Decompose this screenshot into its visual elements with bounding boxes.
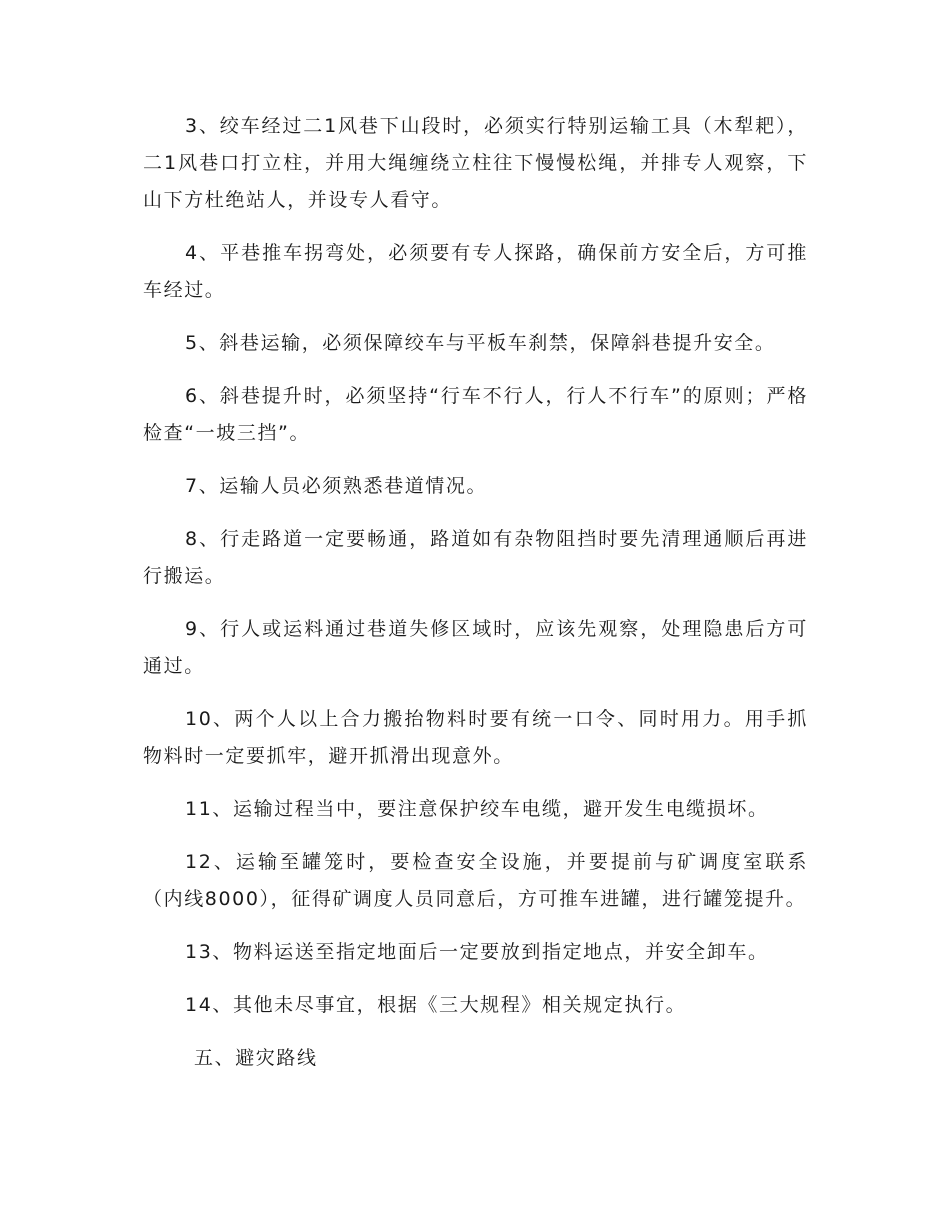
paragraph-item-6: 6、斜巷提升时，必须坚持“行车不行人，行人不行车”的原则；严格检查“一坡三挡”。 xyxy=(143,385,808,444)
paragraph-item-13: 13、物料运送至指定地面后一定要放到指定地点，并安全卸车。 xyxy=(185,941,769,963)
paragraph-item-9: 9、行人或运料通过巷道失修区域时，应该先观察，处理隐患后方可通过。 xyxy=(143,618,808,677)
paragraph-item-10: 10、两个人以上合力搬抬物料时要有统一口令、同时用力。用手抓物料时一定要抓牢，避开抓滑出现意外。 xyxy=(143,708,808,767)
paragraph-item-5: 5、斜巷运输，必须保障绞车与平板车刹禁，保障斜巷提升安全。 xyxy=(185,332,776,354)
paragraph-item-4: 4、平巷推车拐弯处，必须要有专人探路，确保前方安全后，方可推车经过。 xyxy=(143,242,808,301)
paragraph-item-7: 7、运输人员必须熟悉巷道情况。 xyxy=(185,475,488,497)
paragraph-item-14: 14、其他未尽事宜，根据《三大规程》相关规定执行。 xyxy=(185,994,687,1016)
document-body xyxy=(143,108,808,1077)
paragraph-item-11: 11、运输过程当中，要注意保护绞车电缆，避开发生电缆损坏。 xyxy=(185,798,769,820)
paragraph-item-12: 12、运输至罐笼时，要检查安全设施，并要提前与矿调度室联系（内线8000），征得矿调度人员同意后，方可推车进罐，进行罐笼提升。 xyxy=(143,851,808,910)
paragraph-item-8: 8、行走路道一定要畅通，路道如有杂物阻挡时要先清理通顺后再进行搬运。 xyxy=(143,528,808,587)
section-heading: 五、避灾路线 xyxy=(194,1047,318,1069)
paragraph-item-3: 3、绞车经过二1风巷下山段时，必须实行特别运输工具（木犁耙），二1风巷口打立柱，并用大绳缠绕立柱往下慢慢松绳，并排专人观察，下山下方杜绝站人，并设专人看守。 xyxy=(143,115,808,211)
